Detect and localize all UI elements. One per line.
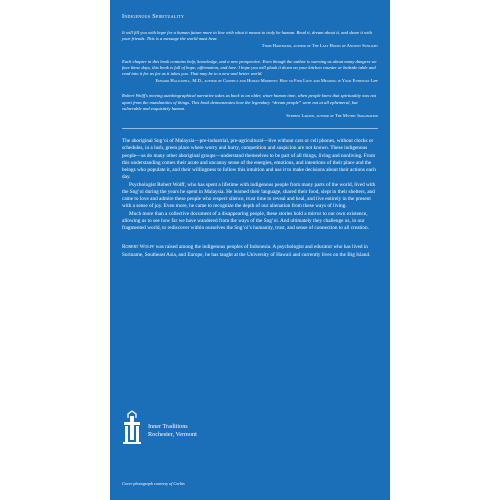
author-bio [122,244,378,259]
description-paragraph: Psychologist Robert Wolff, who has spent a lifetime with indigenous people from many parts of the world, lived with the Sng’oi during the years he spent in Malaysia. He learned their language, shared their food, slept in their shelters, and came to love and admire these people who respect silence, trust time to reveal and heal, and live entirely in the present with a sense of joy. Even more, he came to recognize the depth of our alienation from these ways of living. [122,181,376,210]
blurb-attribution: Thom Hartmann, author of The Last Hours of Ancient Sunlight [261,43,378,49]
publisher-location: Rochester, Vermont [148,431,197,438]
blurb-attribution: Stephen Larsen, author of The Mythic Imagination [286,113,378,119]
blurb-attribution: Edward Hallowell, M.D., author of Connect and Human Moments: How to Find Love and Meaning in Your Everyday Life [155,78,378,84]
blurb-3 [122,93,378,119]
publisher-block [122,410,197,450]
blurb-2 [122,59,378,85]
description-paragraph: Much more than a collective document of a disappearing people, these stories hold a mirror to our own existence, allowing us to see how far we have wandered from the ways of the Sng’oi. And ultimately they challenge us, in our fragmented world, to rediscover within ourselves the Sng’oi’s humanity, trust, and sense of connection to all creation. [122,210,369,232]
publisher-name: Inner Traditions [148,423,188,430]
author-bio-text: was raised among the indigenous peoples of Indonesia. A psychologist and educator who has lived in Suriname, Southeast Asia, and Europe, he has taught at the University of Hawaii and currently lives on the Big Island. [122,244,371,258]
blurb-quote: Each chapter in this book contains help, knowledge, and a new perspective. Even though the author is warning us about many dangers we face these days, this book is full of hope, affirmation, and love. I hope you will plunk it down on your kitchen counter or bedside table and read into it for as far as it takes you. That may be to a new and better world. [122,58,377,77]
inner-traditions-logo-icon [122,410,142,450]
publisher-text [148,423,197,439]
blurb-quote: It will fill you with hope for a human future more in line with what it means to truly be human. Read it, dream about it, and share it with your friends. This is a message the world must hear. [122,30,372,42]
category-label: Indigenous Spirituality [122,13,185,20]
blurb-1 [122,30,378,50]
photo-credit: Cover photograph courtesy of Corbis [122,481,185,486]
divider [122,128,378,129]
author-name: Robert Wolff [122,244,155,251]
blurb-quote: Robert Wolff's moving autobiographical narrative takes us back to an older, wiser human time, when people knew that spirituality was not apart from the mundanities of things. This book demonstrates how the legendary “dream people” were not at all ephemeral, but vulnerable and exquisitely human. [122,93,377,111]
back-cover [110,0,390,500]
description-paragraph: The aboriginal Sng’oi of Malaysia—pre-industrial, pre-agricultural—live without cars or cell phones, without clocks or schedules, in a lush, green place where worry and hurry, competition and suspicion are not known. These indigenous people—as do many other aboriginal groups—understand themselves to be part of all things, living and nonliving. From this understanding comes their acute and uncanny sense of the energies, emotions, and intentions of their place and the beings who populate it, and their willingness to follow this intuition and use it to make decisions about their actions each day. [122,138,376,181]
